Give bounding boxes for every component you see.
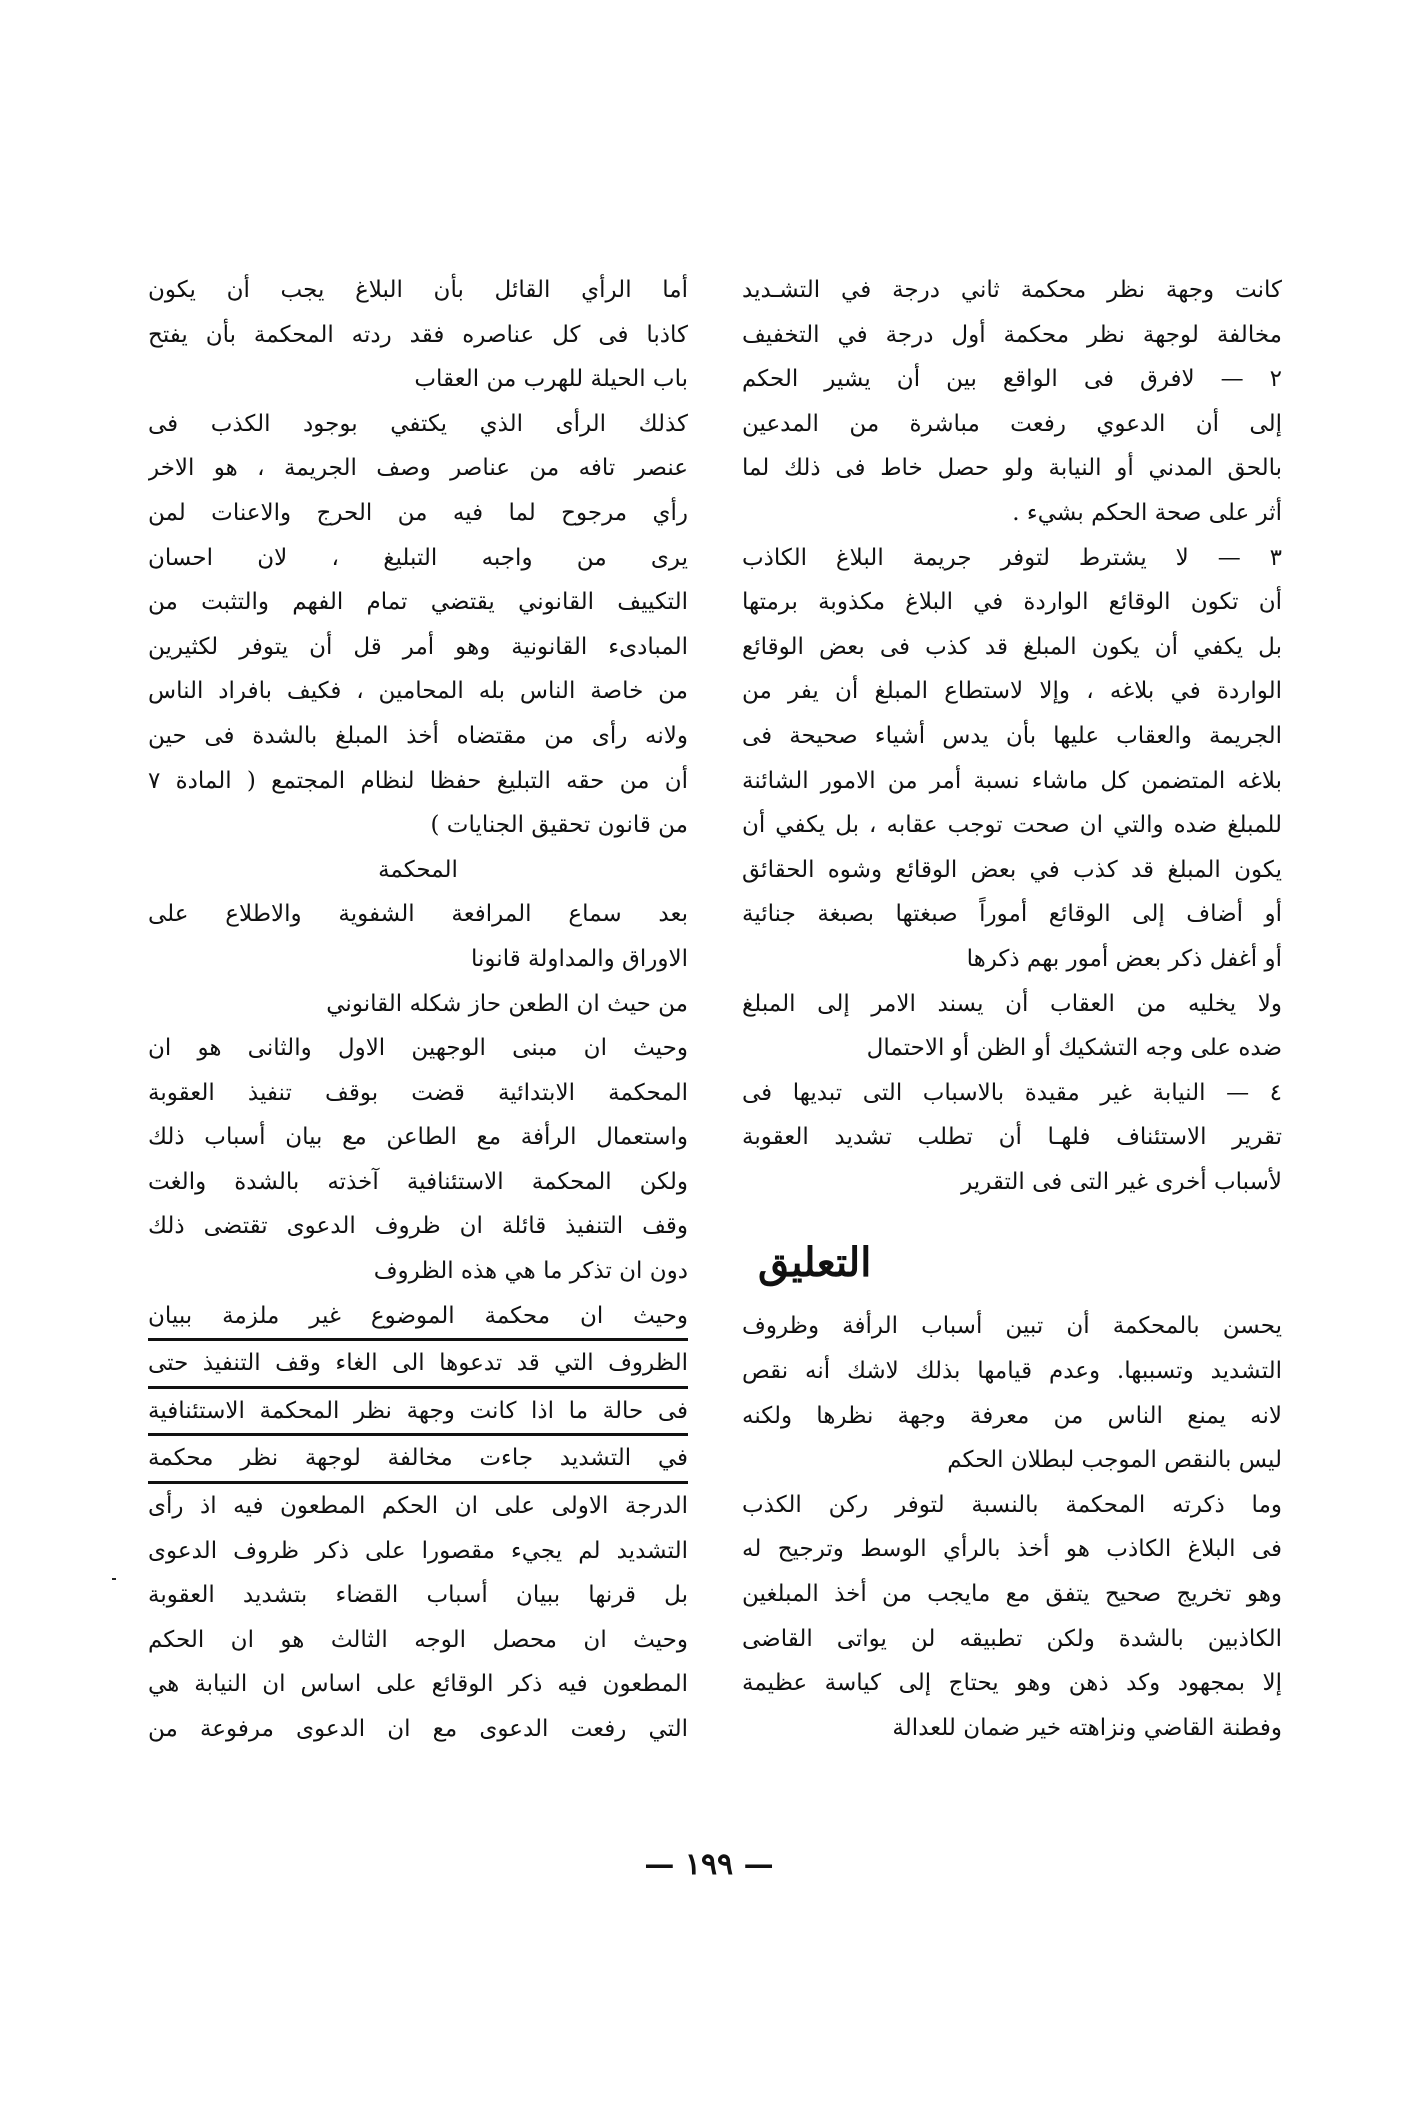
left-column-ruling-text [148,892,688,1341]
text-line: التكييف القانوني يقتضي تمام الفهم والتثبت من [148,589,688,616]
text-line: عنصر تافه من عناصر وصف الجريمة ، هو الاخر [148,455,688,482]
text-line: ٣ — لا يشترط لتوفر جريمة البلاغ الكاذب [742,544,1282,571]
text-line: وما ذكرته المحكمة بالنسبة لتوفر ركن الكذب [742,1491,1282,1518]
commentary-heading: التعليق [758,1239,872,1287]
underlined-passage [148,1341,688,1484]
text-line: أو أضاف إلى الوقائع أموراً صبغتها بصبغة جنائية [742,901,1282,928]
text-line: الكاذبين بالشدة ولكن تطبيقه لن يواتى القاضى [742,1625,1282,1652]
text-line: التشديد وتسببها. وعدم قيامها بذلك لاشك أنه نقص [742,1358,1282,1385]
text-line: يكون المبلغ قد كذب في بعض الوقائع وشوه الحقائق [742,856,1282,883]
text-line: بالحق المدني أو النيابة ولو حصل خاط فى ذلك لما [742,455,1282,482]
underlined-text-line: الظروف التي قد تدعوها الى الغاء وقف التنفيذ حتى [148,1341,688,1389]
text-line: المطعون فيه ذكر الوقائع على اساس ان النيابة هي [148,1671,688,1698]
text-line: وقف التنفيذ قائلة ان ظروف الدعوى تقتضى ذلك [148,1213,688,1240]
text-line: إلى أن الدعوي رفعت مباشرة من المدعين [742,410,1282,437]
text-line: المبادىء القانونية وهو أمر قل أن يتوفر لكثيرين [148,633,688,660]
text-line: أن تكون الوقائع الواردة في البلاغ مكذوبة برمتها [742,589,1282,616]
text-line: ٢ — لافرق فى الواقع بين أن يشير الحكم [742,366,1282,393]
text-line: بل يكفي أن يكون المبلغ قد كذب فى بعض الوقائع [742,633,1282,660]
left-column-closing-text [148,1484,688,1752]
text-line: تقرير الاستئناف فلهـا أن تطلب تشديد العقوبة [742,1124,1282,1151]
text-line: يحسن بالمحكمة أن تبين أسباب الرأفة وظروف [742,1313,1282,1340]
text-line: ليس بالنقص الموجب لبطلان الحكم [947,1447,1282,1474]
text-line: مخالفة لوجهة نظر محكمة أول درجة في التخفيف [742,321,1282,348]
text-line: وفطنة القاضي ونزاهته خير ضمان للعدالة [892,1714,1282,1741]
right-column-top-text [742,268,1282,1204]
text-line: وهو تخريج صحيح يتفق مع مايجب من أخذ المبلغين [742,1581,1282,1608]
text-line: التي رفعت الدعوى مع ان الدعوى مرفوعة من [148,1716,688,1742]
right-column-commentary-text [742,1304,1282,1750]
text-line: أن من حقه التبليغ حفظا لنظام المجتمع ( المادة ٧ [148,767,688,794]
text-line: واستعمال الرأفة مع الطاعن مع بيان أسباب ذلك [148,1124,688,1151]
text-line: أو أغفل ذكر بعض أمور بهم ذكرها [966,945,1282,972]
text-line: للمبلغ ضده والتي ان صحت توجب عقابه ، بل يكفي أن [742,812,1282,839]
left-column [148,268,688,1752]
text-line: كانت وجهة نظر محكمة ثاني درجة في التشـديد [742,277,1282,303]
text-line: من قانون تحقيق الجنايات ) [430,812,688,839]
text-line: كذلك الرأى الذي يكتفي بوجود الكذب فى [148,410,688,437]
text-line: الدرجة الاولى على ان الحكم المطعون فيه اذ رأى [148,1493,688,1520]
text-line: ولانه رأى من مقتضاه أخذ المبلغ بالشدة فى حين [148,722,688,749]
text-line: باب الحيلة للهرب من العقاب [414,366,688,393]
text-line: رأي مرجوح لما فيه من الحرج والاعنات لمن [148,499,688,526]
text-line: الواردة في بلاغه ، وإلا لاستطاع المبلغ أن يفر من [742,678,1282,705]
text-line: يرى من واجبه التبليغ ، لان احسان [148,544,688,571]
text-line: لانه يمنع الناس من معرفة وجهة نظرها ولكنه [742,1402,1282,1429]
text-line: ضده على وجه التشكيك أو الظن أو الاحتمال [866,1035,1282,1062]
text-line: بل قرنها ببيان أسباب القضاء بتشديد العقوبة [148,1582,688,1609]
text-line: بلاغه المتضمن كل ماشاء نسبة أمر من الامور الشائنة [742,767,1282,794]
text-line: إلا بمجهود وكد ذهن وهو يحتاج إلى كياسة عظيمة [742,1670,1282,1697]
text-line: الاوراق والمداولة قانونا [471,945,688,972]
text-line: وحيث ان مبنى الوجهين الاول والثانى هو ان [148,1035,688,1062]
text-line: المحكمة الابتدائية قضت بوقف تنفيذ العقوبة [148,1079,688,1106]
text-line: وحيث ان محصل الوجه الثالث هو ان الحكم [148,1626,688,1653]
left-column-opinion-text [148,268,688,848]
text-line: من خاصة الناس بله المحامين ، فكيف بافراد الناس [148,678,688,705]
text-line: الجريمة والعقاب عليها بأن يدس أشياء صحيحة فى [742,722,1282,749]
court-heading: المحكمة [378,856,458,883]
text-line: من حيث ان الطعن حاز شكله القانوني [326,990,688,1017]
text-line: ولكن المحكمة الاستئنافية آخذته بالشدة والغت [148,1168,688,1195]
text-line: لأسباب أخرى غير التى فى التقرير [961,1168,1282,1195]
text-line: دون ان تذكر ما هي هذه الظروف [373,1258,688,1285]
underlined-text-line: فى حالة ما اذا كانت وجهة نظر المحكمة الاستئنافية [148,1389,688,1437]
text-line: كاذبا فى كل عناصره فقد ردته المحكمة بأن يفتح [148,321,688,348]
text-line: أثر على صحة الحكم بشيء . [1012,499,1282,526]
margin-mark [112,1578,116,1580]
text-line: بعد سماع المرافعة الشفوية والاطلاع على [148,901,688,928]
text-line: أما الرأي القائل بأن البلاغ يجب أن يكون [148,277,688,303]
text-line: ٤ — النيابة غير مقيدة بالاسباب التى تبديها فى [742,1079,1282,1106]
text-line: وحيث ان محكمة الموضوع غير ملزمة ببيان [148,1294,688,1342]
text-line: فى البلاغ الكاذب هو أخذ بالرأي الوسط وترجيح له [742,1536,1282,1563]
page-number: — ١٩٩ — [644,1847,774,1882]
underlined-text-line: في التشديد جاءت مخالفة لوجهة نظر محكمة [148,1436,688,1484]
text-line: ولا يخليه من العقاب أن يسند الامر إلى المبلغ [742,990,1282,1017]
text-line: التشديد لم يجيء مقصورا على ذكر ظروف الدعوى [148,1537,688,1564]
right-column [742,268,1282,1750]
